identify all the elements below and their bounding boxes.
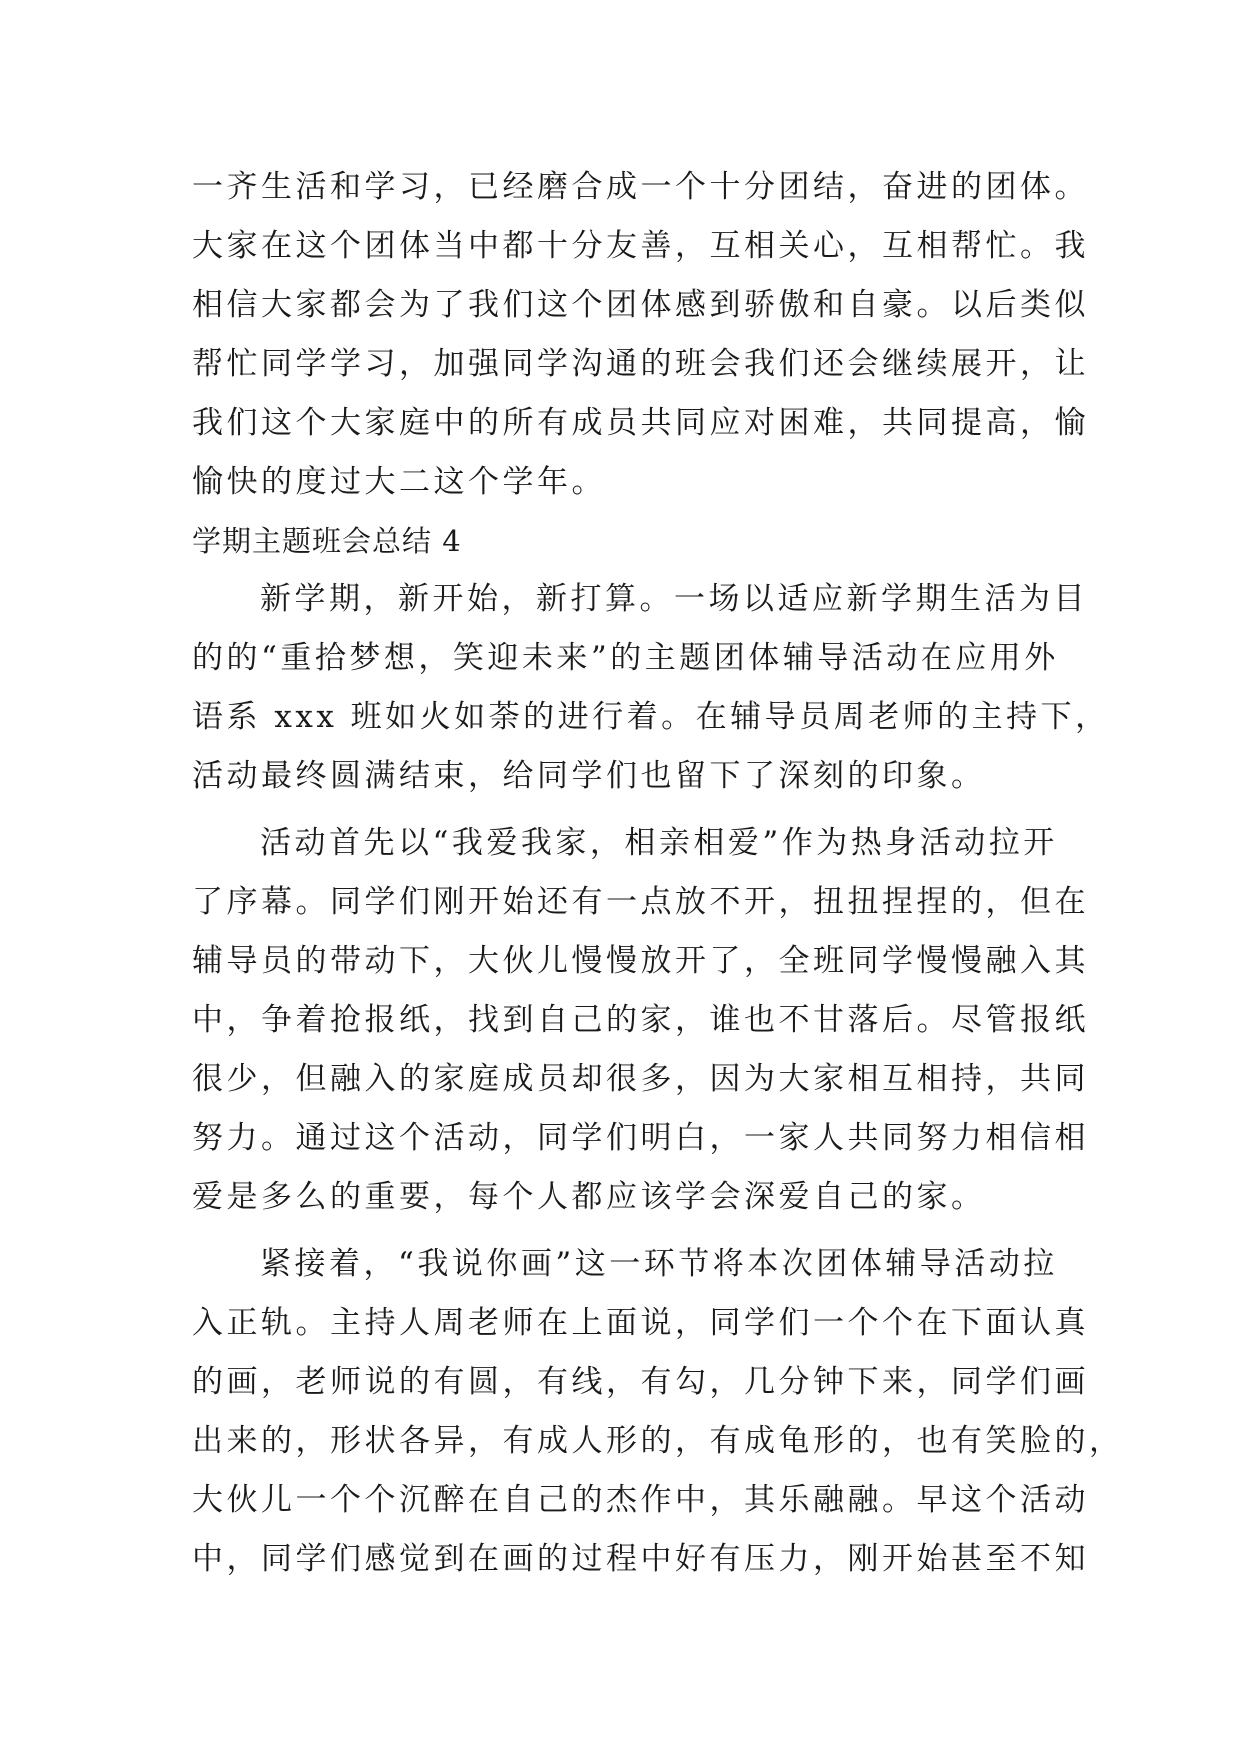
paragraph-2 bbox=[192, 814, 1089, 1227]
text-line: 中，同学们感觉到在画的过程中好有压力，刚开始甚至不知 bbox=[192, 1541, 1089, 1577]
text-line: 入正轨。主持人周老师在上面说，同学们一个个在下面认真 bbox=[192, 1305, 1089, 1341]
text-line: 我们这个大家庭中的所有成员共同应对困难，共同提高，愉 bbox=[192, 405, 1089, 441]
text-line: 活动最终圆满结束，给同学们也留下了深刻的印象。 bbox=[192, 758, 986, 794]
text-line: 新学期，新开始，新打算。一场以适应新学期生活为目 bbox=[260, 581, 1088, 617]
text-line: 爱是多么的重要，每个人都应该学会深爱自己的家。 bbox=[192, 1179, 986, 1215]
paragraph-3 bbox=[192, 1235, 1124, 1589]
text-line: 愉快的度过大二这个学年。 bbox=[192, 464, 606, 500]
text-line: 帮忙同学学习，加强同学沟通的班会我们还会继续展开，让 bbox=[192, 346, 1089, 382]
text-line: 相信大家都会为了我们这个团体感到骄傲和自豪。以后类似 bbox=[192, 287, 1089, 323]
text-line: 努力。通过这个活动，同学们明白，一家人共同努力相信相 bbox=[192, 1120, 1089, 1156]
text-line: 的画，老师说的有圆，有线，有勾，几分钟下来，同学们画 bbox=[192, 1364, 1089, 1400]
text-line: 的的“重拾梦想，笑迎未来”的主题团体辅导活动在应用外 bbox=[192, 640, 1059, 676]
paragraph-spacer bbox=[192, 806, 1072, 814]
paragraph-1 bbox=[192, 570, 1110, 806]
continuation-paragraph bbox=[192, 158, 1089, 512]
text-line: 大家在这个团体当中都十分友善，互相关心，互相帮忙。我 bbox=[192, 228, 1089, 264]
paragraph-spacer bbox=[192, 1227, 1072, 1235]
section-heading: 学期主题班会总结 4 bbox=[192, 524, 462, 558]
text-line: 大伙儿一个个沉醉在自己的杰作中，其乐融融。早这个活动 bbox=[192, 1482, 1089, 1518]
text-line: 辅导员的带动下，大伙儿慢慢放开了，全班同学慢慢融入其 bbox=[192, 943, 1089, 979]
text-line: 活动首先以“我爱我家，相亲相爱”作为热身活动拉开 bbox=[260, 825, 1058, 861]
text-line: 一齐生活和学习，已经磨合成一个十分团结，奋进的团体。 bbox=[192, 169, 1089, 205]
document-body bbox=[192, 158, 1124, 1589]
text-line: 语系 xxx 班如火如荼的进行着。在辅导员周老师的主持下， bbox=[192, 699, 1110, 735]
text-line: 紧接着，“我说你画”这一环节将本次团体辅导活动拉 bbox=[260, 1246, 1058, 1282]
text-line: 了序幕。同学们刚开始还有一点放不开，扭扭捏捏的，但在 bbox=[192, 884, 1089, 920]
text-line: 出来的，形状各异，有成人形的，有成龟形的，也有笑脸的， bbox=[192, 1423, 1124, 1459]
text-line: 很少，但融入的家庭成员却很多，因为大家相互相持，共同 bbox=[192, 1061, 1089, 1097]
text-line: 中，争着抢报纸，找到自己的家，谁也不甘落后。尽管报纸 bbox=[192, 1002, 1089, 1038]
